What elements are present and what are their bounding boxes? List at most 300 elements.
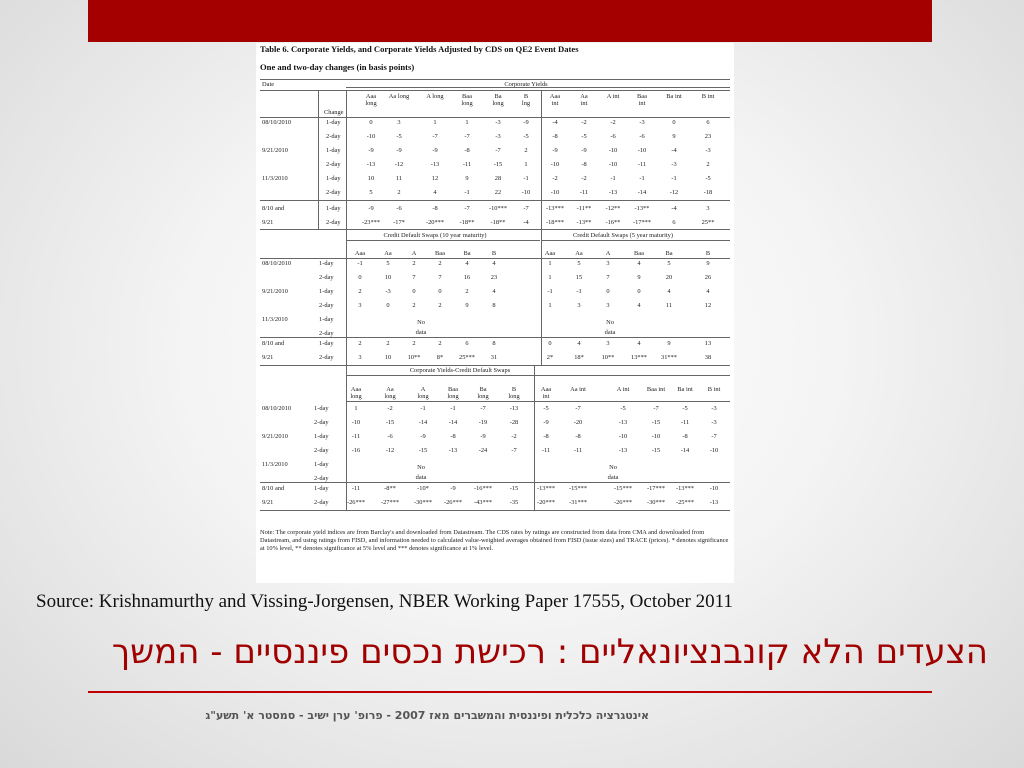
table-cell: -10 [351, 419, 361, 426]
table-cell: -9 [480, 433, 486, 440]
table-cell: -7 [432, 133, 438, 140]
table-cell: -15 [385, 419, 395, 426]
row-date: 9/21/2010 [262, 288, 288, 295]
table-cell: -13 [430, 161, 440, 168]
table-cell: 4 [465, 260, 469, 267]
row-change: 1-day [319, 260, 334, 267]
table-cell: 10 [367, 175, 375, 182]
table-cell: -14 [448, 419, 458, 426]
table-cell: 38 [704, 354, 712, 361]
rule-line [260, 200, 730, 201]
row-date: 9/21 [262, 354, 274, 361]
table-cell: 8* [436, 354, 444, 361]
table-cell: 2 [397, 189, 401, 196]
row-change: 1-day [314, 433, 329, 440]
table-cell: -8** [384, 485, 396, 492]
table-cell: -13 [509, 405, 519, 412]
row-change: 1-day [326, 205, 341, 212]
table-cell: -9 [581, 147, 587, 154]
table-cell: -4 [552, 119, 558, 126]
table-cell: 0 [386, 302, 390, 309]
table-cell: 3 [606, 260, 610, 267]
no-data-label: No [606, 319, 614, 326]
table-cell: 31*** [661, 354, 677, 361]
row-date: 11/3/2010 [262, 316, 288, 323]
column-header: Baa [435, 250, 445, 257]
table-cell: 10** [601, 354, 615, 361]
row-change: 2-day [314, 475, 329, 482]
table-cell: -1 [464, 189, 470, 196]
no-data-label: No [609, 464, 617, 471]
table-cell: 2 [706, 161, 710, 168]
rule-line [541, 229, 542, 365]
table-cell: 6 [706, 119, 710, 126]
table-cell: -3 [671, 161, 677, 168]
table-cell: -3 [495, 119, 501, 126]
table-cell: -1 [357, 260, 363, 267]
row-change: 2-day [314, 447, 329, 454]
table-cell: -9 [450, 485, 456, 492]
table-cell: 3 [606, 340, 610, 347]
rule-line [346, 240, 540, 241]
row-date: 8/10 and [262, 340, 285, 347]
rule-line [346, 87, 730, 88]
table-cell: 11 [665, 302, 673, 309]
table-cell: -11 [351, 485, 361, 492]
table-cell: 9 [672, 133, 676, 140]
table-cell: 0 [358, 274, 362, 281]
rule-line [541, 90, 542, 230]
title-divider [88, 691, 932, 693]
table-cell: -43*** [473, 499, 493, 506]
table-cell: 0 [606, 288, 610, 295]
table-cell: -13** [576, 219, 592, 226]
table-cell: -5 [523, 133, 529, 140]
table-cell: -11 [579, 189, 589, 196]
table-cell: -17*** [632, 219, 652, 226]
table-cell: -10 [366, 133, 376, 140]
row-date: 08/10/2010 [262, 119, 292, 126]
table-cell: -3 [711, 419, 717, 426]
table-cell: 3 [606, 302, 610, 309]
table-cell: -2 [552, 175, 558, 182]
change-header: Change [324, 109, 344, 116]
column-header: Ba int [666, 93, 682, 100]
table-cell: -12 [385, 447, 395, 454]
table-cell: -13 [448, 447, 458, 454]
row-date: 8/10 and [262, 485, 285, 492]
table-cell: -20 [573, 419, 583, 426]
table-cell: -7 [495, 147, 501, 154]
row-change: 2-day [314, 419, 329, 426]
table-cell: -26*** [443, 499, 463, 506]
table-cell: -2 [581, 119, 587, 126]
table-cell: -5 [620, 405, 626, 412]
table-cell: 9 [706, 260, 710, 267]
table-cell: 2 [465, 288, 469, 295]
table-cell: 8 [492, 340, 496, 347]
table-note: Note: The corporate yield indices are from Barclay's and downloaded from Datastream. The CDS rates by ratings are constructed from data from CMA and downloaded from Datastream, and using ratings from FISD, and information needed to calculated value-weighted averages obtained from FISD (issue sizes) and TRACE (prices). * denotes significance at 10% level, ** denotes significance at 5% level and *** denotes significance at 1% level. [260, 529, 729, 552]
column-header: A long [417, 386, 429, 400]
table-cell: -18** [490, 219, 506, 226]
table-cell: -10* [417, 485, 429, 492]
table-cell: -4 [671, 147, 677, 154]
row-change: 1-day [314, 461, 329, 468]
table-cell: -12 [394, 161, 404, 168]
table-cell: -16*** [473, 485, 493, 492]
table-cell: 31 [490, 354, 498, 361]
table-cell: -10 [608, 147, 618, 154]
table-cell: -8 [575, 433, 581, 440]
table-cell: -6 [639, 133, 645, 140]
no-data-label: data [415, 474, 427, 481]
row-change: 1-day [319, 288, 334, 295]
table-cell: -10 [608, 161, 618, 168]
table-cell: 1 [548, 302, 552, 309]
table-cell: -3 [705, 147, 711, 154]
table-cell: -15 [651, 447, 661, 454]
table-cell: -1 [547, 288, 553, 295]
table-cell: 9 [465, 302, 469, 309]
table-cell: 0 [637, 288, 641, 295]
table-cell: -6 [610, 133, 616, 140]
table-cell: -9 [543, 419, 549, 426]
row-change: 2-day [314, 499, 329, 506]
table-cell: -1 [671, 175, 677, 182]
table-cell: 3 [358, 354, 362, 361]
column-header: Baa [634, 250, 644, 257]
table-cell: 3 [706, 205, 710, 212]
table-cell: -4 [671, 205, 677, 212]
rule-line [260, 90, 730, 91]
table-cell: -9 [368, 205, 374, 212]
table-cell: 3 [397, 119, 401, 126]
row-date: 9/21 [262, 219, 274, 226]
rule-line [260, 258, 730, 259]
table-cell: -1 [576, 288, 582, 295]
table-cell: -10 [709, 485, 719, 492]
table-cell: -28 [509, 419, 519, 426]
row-change: 1-day [314, 485, 329, 492]
table-cell: -10 [550, 161, 560, 168]
row-date: 11/3/2010 [262, 461, 288, 468]
table-cell: 5 [369, 189, 373, 196]
rule-line [260, 365, 730, 366]
column-header: Ba [463, 250, 471, 257]
table-cell: -8 [581, 161, 587, 168]
row-date: 8/10 and [262, 205, 285, 212]
table-cell: -8 [450, 433, 456, 440]
table-cell: 7 [438, 274, 442, 281]
table-cell: -7 [480, 405, 486, 412]
table-cell: -3 [385, 288, 391, 295]
table-cell: -9 [420, 433, 426, 440]
column-header: Aaa long [365, 93, 377, 107]
table-cell: -14 [637, 189, 647, 196]
row-date: 08/10/2010 [262, 405, 292, 412]
row-change: 2-day [319, 302, 334, 309]
table-cell: 9 [637, 274, 641, 281]
table-cell: -1 [523, 175, 529, 182]
table-cell: 0 [438, 288, 442, 295]
table-cell: -13 [608, 189, 618, 196]
column-header: Baa long [447, 386, 459, 400]
row-change: 2-day [319, 274, 334, 281]
column-header: Aaa [354, 250, 366, 257]
rule-line [346, 365, 347, 511]
row-date: 08/10/2010 [262, 260, 292, 267]
no-data-label: data [607, 474, 619, 481]
table-cell: -4 [523, 219, 529, 226]
table-cell: -17*** [646, 485, 666, 492]
no-data-label: No [417, 464, 425, 471]
table-cell: -14 [680, 447, 690, 454]
column-header: Ba long [477, 386, 489, 400]
table-cell: -13 [709, 499, 719, 506]
table-cell: 4 [637, 260, 641, 267]
table-subtitle: One and two-day changes (in basis points) [260, 62, 415, 72]
row-date: 9/21/2010 [262, 433, 288, 440]
table-cell: -1 [610, 175, 616, 182]
row-date: 11/3/2010 [262, 175, 288, 182]
table-cell: 1 [548, 260, 552, 267]
column-header: Aa long [384, 386, 396, 400]
table-cell: -11 [637, 161, 647, 168]
table-cell: -30*** [413, 499, 433, 506]
table-cell: -20*** [425, 219, 445, 226]
rule-line [346, 375, 730, 376]
table-cell: -18 [703, 189, 713, 196]
table-cell: 4 [433, 189, 437, 196]
table-cell: -35 [509, 499, 519, 506]
table-cell: -6 [396, 205, 402, 212]
row-date: 9/21 [262, 499, 274, 506]
table-cell: -15 [651, 419, 661, 426]
column-header: Aaa long [350, 386, 362, 400]
rule-line [534, 365, 535, 511]
table-cell: 23 [704, 133, 712, 140]
table-cell: -15*** [568, 485, 588, 492]
table-cell: -10*** [488, 205, 508, 212]
table-cell: -11 [573, 447, 583, 454]
table-cell: 3 [358, 302, 362, 309]
table-cell: 7 [606, 274, 610, 281]
table-cell: 4 [492, 260, 496, 267]
table-cell: 16 [463, 274, 471, 281]
table-cell: -15 [509, 485, 519, 492]
table-cell: -10 [651, 433, 661, 440]
group-header-corporate-yields: Corporate Yields [504, 81, 548, 88]
table-cell: -7 [711, 433, 717, 440]
table-cell: -7 [523, 205, 529, 212]
table-cell: -1 [450, 405, 456, 412]
column-header: Aa int [570, 386, 586, 393]
table-cell: 2 [438, 340, 442, 347]
table-image [256, 43, 734, 583]
table-cell: 1 [354, 405, 358, 412]
no-data-label: No [417, 319, 425, 326]
table-cell: -16** [605, 219, 621, 226]
column-header: A [605, 250, 611, 257]
table-cell: -8 [552, 133, 558, 140]
rule-line [346, 401, 730, 402]
table-cell: -13*** [675, 485, 695, 492]
table-cell: -3 [639, 119, 645, 126]
column-header: Baa int [646, 386, 666, 393]
table-cell: 2 [438, 260, 442, 267]
slide-title: הצעדים הלא קונבנציונאליים : רכישת נכסים פיננסיים - המשך [111, 632, 988, 672]
table-cell: -11 [462, 161, 472, 168]
rule-line [260, 79, 730, 80]
row-change: 2-day [326, 189, 341, 196]
table-cell: -9 [523, 119, 529, 126]
table-cell: -9 [552, 147, 558, 154]
table-cell: 2 [412, 260, 416, 267]
column-header: Aaa int [549, 93, 561, 107]
table-cell: -10 [550, 189, 560, 196]
table-cell: 10 [384, 354, 392, 361]
table-cell: -10 [618, 433, 628, 440]
table-cell: -5 [581, 133, 587, 140]
column-header: Baa int [637, 93, 647, 107]
table-cell: -8 [464, 147, 470, 154]
table-cell: -3 [495, 133, 501, 140]
table-cell: 0 [369, 119, 373, 126]
table-cell: 10 [384, 274, 392, 281]
table-cell: -7 [464, 133, 470, 140]
table-cell: -26*** [346, 499, 366, 506]
table-cell: 1 [524, 161, 528, 168]
table-cell: -12** [605, 205, 621, 212]
table-cell: -2 [610, 119, 616, 126]
table-cell: 1 [465, 119, 469, 126]
column-header: B int [701, 93, 715, 100]
table-cell: -8 [682, 433, 688, 440]
table-cell: -31*** [568, 499, 588, 506]
table-cell: 4 [667, 288, 671, 295]
table-cell: -5 [705, 175, 711, 182]
row-change: 2-day [326, 161, 341, 168]
row-change: 1-day [319, 316, 334, 323]
table-cell: 13*** [631, 354, 647, 361]
table-cell: -13*** [545, 205, 565, 212]
column-header: B [705, 250, 711, 257]
table-cell: -11 [680, 419, 690, 426]
table-cell: -15 [418, 447, 428, 454]
rule-line [542, 240, 730, 241]
table-cell: 9 [465, 175, 469, 182]
table-cell: -10 [709, 447, 719, 454]
table-cell: -13** [634, 205, 650, 212]
table-cell: -10 [521, 189, 531, 196]
table-cell: 6 [465, 340, 469, 347]
row-change: 1-day [314, 405, 329, 412]
table-cell: 7 [412, 274, 416, 281]
column-header: Ba [665, 250, 673, 257]
table-cell: -20*** [536, 499, 556, 506]
table-cell: -9 [432, 147, 438, 154]
slide-footer: אינטגרציה כלכלית ופיננסית והמשברים מאז 2007 - פרופ' ערן ישיב - סמסטר א' תשע"ג [205, 709, 649, 722]
table-cell: 4 [637, 340, 641, 347]
table-cell: 15 [575, 274, 583, 281]
table-cell: 12 [431, 175, 439, 182]
table-cell: 28 [494, 175, 502, 182]
table-cell: 2 [358, 340, 362, 347]
rule-line [346, 229, 347, 365]
table-cell: 22 [494, 189, 502, 196]
column-header: Aaa [544, 250, 556, 257]
table-cell: 0 [412, 288, 416, 295]
column-header: Aa int [580, 93, 588, 107]
table-cell: 2 [412, 302, 416, 309]
rule-line [260, 337, 730, 338]
table-cell: -15 [493, 161, 503, 168]
table-cell: 4 [577, 340, 581, 347]
table-cell: -15*** [613, 485, 633, 492]
table-cell: -11 [541, 447, 551, 454]
no-data-label: data [604, 329, 616, 336]
row-date: 9/21/2010 [262, 147, 288, 154]
table-cell: -13*** [536, 485, 556, 492]
table-cell: 5 [386, 260, 390, 267]
table-cell: -7 [464, 205, 470, 212]
table-cell: 8 [492, 302, 496, 309]
table-cell: -7 [511, 447, 517, 454]
table-cell: -8 [432, 205, 438, 212]
table-cell: 13 [704, 340, 712, 347]
column-header: B lng [521, 93, 531, 107]
group-header-cds-5yr: Credit Default Swaps (5 year maturity) [573, 232, 673, 239]
table-cell: -13 [618, 419, 628, 426]
table-cell: 2 [386, 340, 390, 347]
table-cell: -10 [637, 147, 647, 154]
table-cell: 4 [637, 302, 641, 309]
table-cell: -1 [639, 175, 645, 182]
table-cell: 26 [704, 274, 712, 281]
table-cell: 25*** [459, 354, 475, 361]
row-change: 1-day [326, 147, 341, 154]
table-cell: 9 [667, 340, 671, 347]
table-cell: 2 [438, 302, 442, 309]
column-header: Baa long [461, 93, 473, 107]
table-cell: 2 [412, 340, 416, 347]
column-header: Aa [575, 250, 583, 257]
date-header: Date [262, 81, 275, 88]
table-cell: -9 [396, 147, 402, 154]
table-cell: 2 [358, 288, 362, 295]
column-header: Aa [384, 250, 392, 257]
table-cell: -13 [618, 447, 628, 454]
top-accent-bar [88, 0, 932, 42]
row-change: 2-day [319, 330, 334, 337]
table-cell: 4 [492, 288, 496, 295]
table-cell: 6 [672, 219, 676, 226]
column-header: A long [426, 93, 444, 100]
column-header: B [491, 250, 497, 257]
table-cell: -2 [581, 175, 587, 182]
table-cell: -13 [366, 161, 376, 168]
table-cell: -8 [543, 433, 549, 440]
rule-line [318, 90, 319, 230]
row-change: 1-day [326, 175, 341, 182]
table-cell: 5 [667, 260, 671, 267]
row-change: 1-day [319, 340, 334, 347]
table-cell: -3 [711, 405, 717, 412]
table-cell: -26*** [613, 499, 633, 506]
column-header: B int [707, 386, 721, 393]
column-header: A int [606, 93, 620, 100]
row-change: 2-day [326, 219, 341, 226]
